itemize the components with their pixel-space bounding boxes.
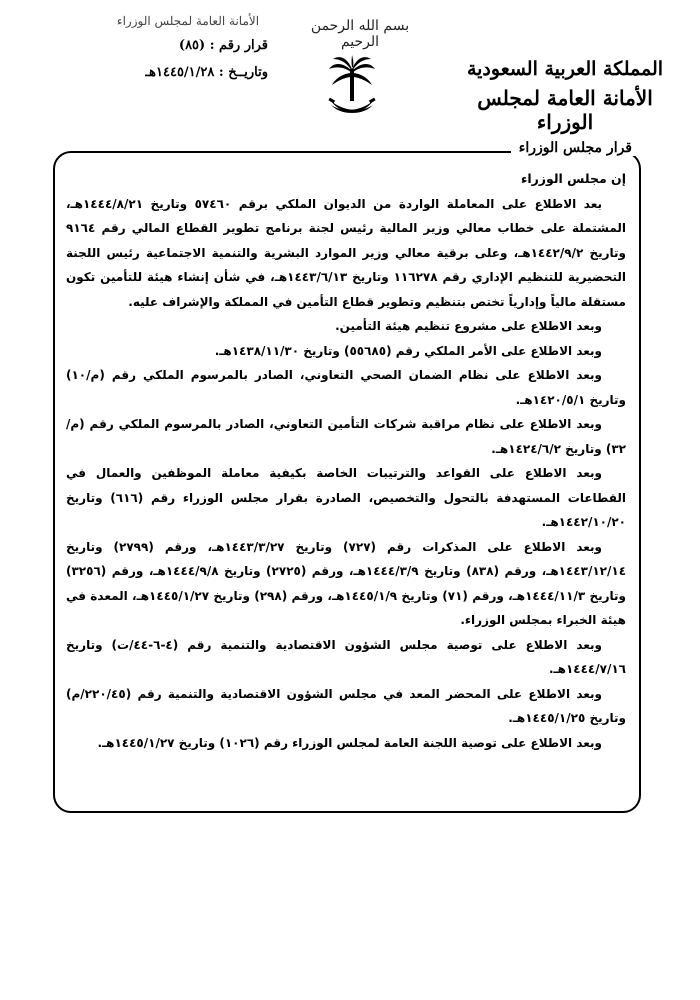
frame-label: قرار مجلس الوزراء (511, 140, 640, 156)
paragraph: وبعد الاطلاع على المذكرات رقم (٧٢٧) وتاريخ ١٤٤٣/٣/٢٧هـ، ورقم (٢٧٩٩) وتاريخ ١٤٤٣/١٢/١٤هـ، ورقم (٨٣٨) وتاريخ ١٤٤٤/٣/٩هـ، ورقم (٢٧٢٥) وتاريخ ١٤٤٤/٩/٨هـ، ورقم (٣٢٥٦) وتاريخ ١٤٤٤/١١/٣هـ، ورقم (٧١) وتاريخ ١٤٤٥/١/٩هـ، ورقم (٢٩٨) وتاريخ ١٤٤٥/١/٢٧هـ، المعدة في هيئة الخبراء بمجلس الوزراء. (66, 539, 627, 627)
kingdom-name: المملكة العربية السعودية (466, 58, 664, 80)
basmala: بسم الله الرحمن الرحيم (310, 18, 410, 50)
decision-date: وتاريــخ : ١٤٤٥/١/٢٨هـ (145, 65, 268, 80)
paragraph: وبعد الاطلاع على نظام مراقبة شركات التأمين التعاوني، الصادر بالمرسوم الملكي رقم (م/٣٢) وتاريخ ١٤٢٤/٦/٢هـ. (66, 417, 626, 456)
kingdom-header (460, 58, 670, 134)
paragraph: وبعد الاطلاع على نظام الضمان الصحي التعاوني، الصادر بالمرسوم الملكي رقم (م/١٠) وتاريخ ١٤٢٠/٥/١هـ. (66, 368, 626, 407)
decision-info-block (108, 14, 268, 92)
paragraph: وبعد الاطلاع على القواعد والترتيبات الخاصة بكيفية معاملة الموظفين والعمال في القطاعات المستهدفة بالتحول والتخصيص، الصادرة بقرار مجلس الوزراء رقم (٦١٦) وتاريخ ١٤٤٢/١٠/٢٠هـ. (66, 466, 627, 529)
secretariat-name: الأمانة العامة لمجلس الوزراء (477, 86, 653, 134)
paragraph: وبعد الاطلاع على المحضر المعد في مجلس الشؤون الاقتصادية والتنمية رقم (٢٢٠/٤٥/م) وتاريخ ١٤٤٥/١/٢٥هـ. (66, 686, 626, 725)
paragraph: وبعد الاطلاع على توصية مجلس الشؤون الاقتصادية والتنمية رقم (٤-٦-٤٤/ت) وتاريخ ١٤٤٤/٧/١٦هـ. (66, 637, 626, 676)
decision-number: قرار رقم : (٨٥) (178, 38, 268, 53)
paragraph: وبعد الاطلاع على مشروع تنظيم هيئة التأمين. (335, 319, 602, 333)
decision-body (66, 167, 626, 755)
saudi-emblem-icon (327, 55, 377, 127)
paragraph: وبعد الاطلاع على توصية اللجنة العامة لمجلس الوزراء رقم (١٠٢٦) وتاريخ ١٤٤٥/١/٢٧هـ. (97, 735, 602, 750)
body-heading: إن مجلس الوزراء (520, 171, 626, 186)
paragraph: بعد الاطلاع على المعاملة الواردة من الديوان الملكي برقم ٥٧٤٦٠ وتاريخ ١٤٤٤/٨/٢١هـ، المشتملة على خطاب معالي وزير المالية رئيس لجنة برنامج تطوير القطاع المالي رقم ٩١٦٤ وتاريخ ١٤٤٢/٩/٢هـ، وعلى برقية معالي وزير الموارد البشرية والتنمية الاجتماعية رئيس اللجنة التحضيرية للتنظيم الإداري رقم ١١٦٢٧٨ وتاريخ ١٤٤٣/٦/١٣هـ، في شأن إنشاء هيئة للتأمين تكون مستقلة مالياً وإدارياً تختص بتنظيم وتطوير قطاع التأمين في المملكة والإشراف عليه. (66, 196, 626, 309)
left-org-name: الأمانة العامة لمجلس الوزراء (116, 14, 260, 28)
paragraph: وبعد الاطلاع على الأمر الملكي رقم (٥٥٦٨٥) وتاريخ ١٤٣٨/١١/٣٠هـ. (214, 343, 602, 358)
